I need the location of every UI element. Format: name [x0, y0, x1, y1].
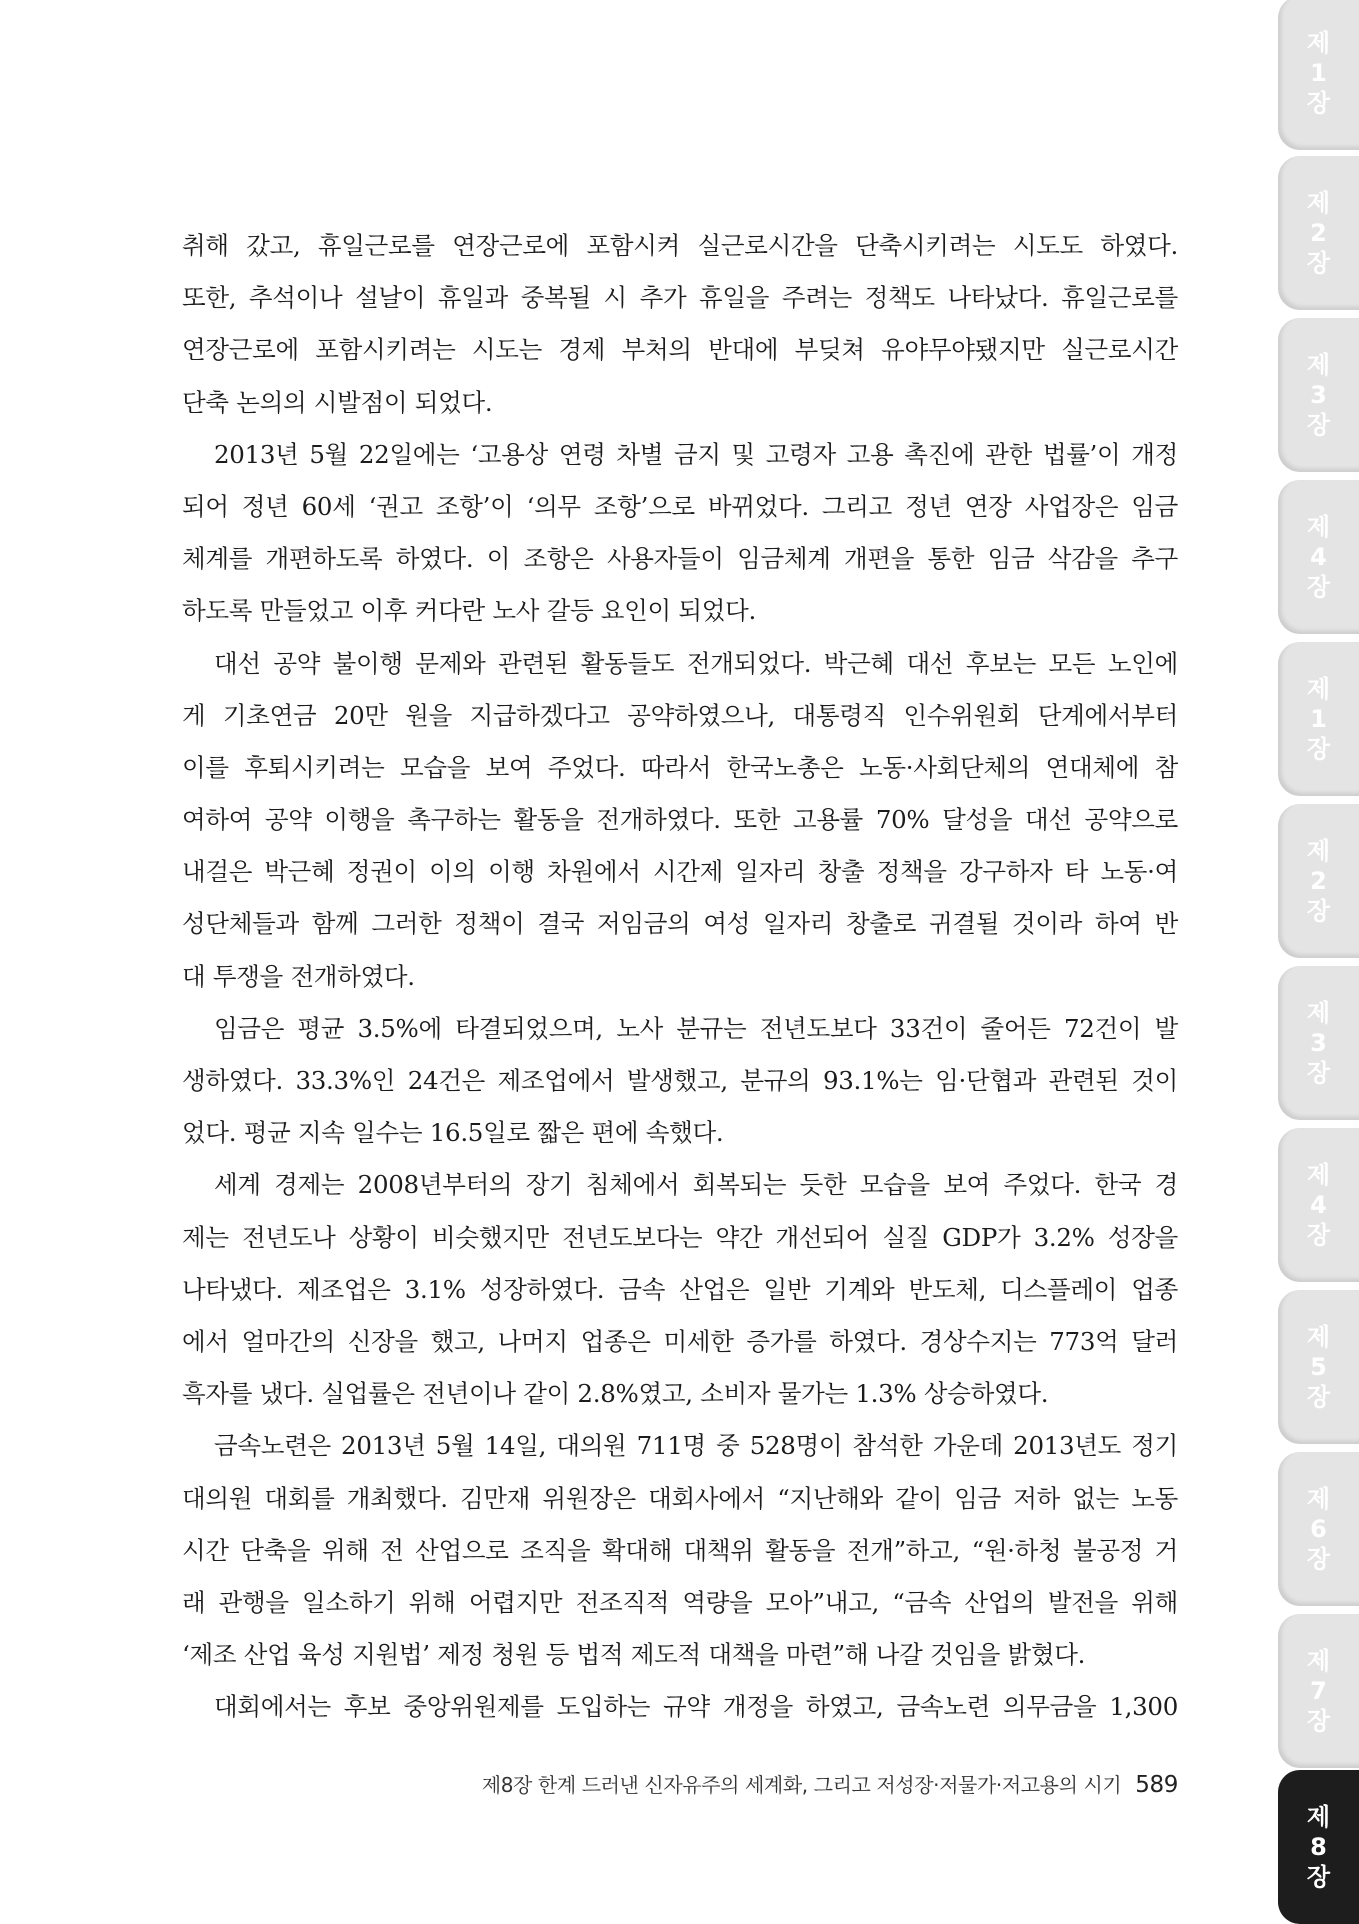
chapter-tab-char: 제: [1306, 1803, 1331, 1831]
text-line: 취해 갔고, 휴일근로를 연장근로에 포함시켜 실근로시간을 단축시키려는 시도도 하였다.: [182, 231, 1178, 260]
chapter-tab[interactable]: [1278, 1452, 1359, 1606]
chapter-tab-char: 제: [1306, 29, 1331, 57]
paragraph: [182, 1681, 1178, 1733]
chapter-tab-char: 4: [1310, 1191, 1327, 1219]
text-line: 대선 공약 불이행 문제와 관련된 활동들도 전개되었다. 박근혜 대선 후보는 모든 노인에: [214, 648, 1178, 678]
chapter-tab-char: 1: [1310, 705, 1327, 733]
text-line: 제는 전년도나 상황이 비슷했지만 전년도보다는 약간 개선되어 실질 GDP가 3.2% 성장을: [182, 1222, 1178, 1252]
chapter-tab-char: 장: [1306, 1863, 1331, 1891]
chapter-tab-char: 4: [1310, 543, 1327, 571]
chapter-tab-char: 제: [1306, 189, 1331, 217]
chapter-tab[interactable]: [1278, 804, 1359, 958]
chapter-tab[interactable]: [1278, 0, 1359, 150]
text-line: 이를 후퇴시키려는 모습을 보여 주었다. 따라서 한국노총은 노동·사회단체의 연대체에 참: [182, 752, 1178, 782]
text-line: 하도록 만들었고 이후 커다란 노사 갈등 요인이 되었다.: [182, 596, 756, 626]
running-footer: [482, 1768, 1178, 1802]
chapter-tab-char: 3: [1310, 1029, 1327, 1057]
chapter-tab-char: 6: [1310, 1515, 1327, 1543]
chapter-tab-char: 1: [1310, 59, 1327, 87]
text-line: 게 기초연금 20만 원을 지급하겠다고 공약하였으나, 대통령직 인수위원회 단계에서부터: [182, 700, 1178, 730]
text-line: 여하여 공약 이행을 촉구하는 활동을 전개하였다. 또한 고용률 70% 달성을 대선 공약으로: [182, 805, 1178, 835]
text-line: 생하였다. 33.3%인 24건은 제조업에서 발생했고, 분규의 93.1%는 임·단협과 관련된 것이: [182, 1066, 1178, 1095]
text-line: ‘제조 산업 육성 지원법’ 제정 청원 등 법적 제도적 대책을 마련”해 나갈 것임을 밝혔다.: [182, 1640, 1086, 1670]
text-line: 나타냈다. 제조업은 3.1% 성장하였다. 금속 산업은 일반 기계와 반도체, 디스플레이 업종: [182, 1274, 1178, 1304]
text-line: 흑자를 냈다. 실업률은 전년이나 같이 2.8%였고, 소비자 물가는 1.3% 상승하였다.: [182, 1379, 1049, 1409]
text-line: 성단체들과 함께 그러한 정책이 결국 저임금의 여성 일자리 창출로 귀결될 것이라 하여 반: [182, 909, 1178, 939]
chapter-tab[interactable]: [1278, 1614, 1359, 1768]
chapter-tab-char: 장: [1306, 897, 1331, 925]
chapter-tab-char: 제: [1306, 1323, 1331, 1351]
text-line: 대회에서는 후보 중앙위원제를 도입하는 규약 개정을 하였고, 금속노련 의무금을 1,300: [214, 1692, 1178, 1722]
chapter-tab-char: 제: [1306, 1161, 1331, 1189]
chapter-tab-char: 7: [1310, 1677, 1327, 1705]
chapter-tab-char: 3: [1310, 381, 1327, 409]
paragraph: [182, 638, 1178, 1003]
chapter-tab[interactable]: [1278, 318, 1359, 472]
chapter-tab-char: 제: [1306, 351, 1331, 379]
chapter-tab-char: 제: [1306, 675, 1331, 703]
text-line: 2013년 5월 22일에는 ‘고용상 연령 차별 금지 및 고령자 고용 촉진에 관한 법률’이 개정: [214, 439, 1178, 469]
text-line: 었다. 평균 지속 일수는 16.5일로 짧은 편에 속했다.: [182, 1118, 724, 1148]
paragraph: [182, 429, 1178, 638]
paragraph: [182, 1159, 1178, 1420]
chapter-tab-char: 제: [1306, 999, 1331, 1027]
text-line: 세계 경제는 2008년부터의 장기 침체에서 회복되는 듯한 모습을 보여 주었다. 한국 경: [214, 1170, 1178, 1200]
text-line: 연장근로에 포함시키려는 시도는 경제 부처의 반대에 부딪쳐 유야무야됐지만 실근로시간: [182, 335, 1178, 365]
chapter-tab-char: 8: [1310, 1833, 1327, 1861]
text-line: 시간 단축을 위해 전 산업으로 조직을 확대해 대책위 활동을 전개”하고, “원·하청 불공정 거: [182, 1535, 1178, 1565]
chapter-tab-char: 장: [1306, 1383, 1331, 1411]
running-title: 제8장 한계 드러낸 신자유주의 세계화, 그리고 저성장·저물가·저고용의 시기: [481, 1773, 1122, 1797]
chapter-tab-char: 장: [1306, 1059, 1331, 1087]
paragraph: [182, 220, 1178, 429]
chapter-tab[interactable]: [1278, 966, 1359, 1120]
text-line: 래 관행을 일소하기 위해 어렵지만 전조직적 역량을 모아”내고, “금속 산업의 발전을 위해: [182, 1587, 1178, 1617]
chapter-tab-char: 2: [1310, 219, 1327, 247]
text-line: 또한, 추석이나 설날이 휴일과 중복될 시 추가 휴일을 주려는 정책도 나타났다. 휴일근로를: [182, 283, 1178, 313]
text-line: 대의원 대회를 개최했다. 김만재 위원장은 대회사에서 “지난해와 같이 임금 저하 없는 노동: [182, 1483, 1178, 1513]
chapter-tab[interactable]: [1278, 1290, 1359, 1444]
chapter-tab[interactable]: [1278, 156, 1359, 310]
chapter-tab-char: 장: [1306, 735, 1331, 763]
text-line: 단축 논의의 시발점이 되었다.: [182, 387, 493, 417]
chapter-tab-char: 장: [1306, 1221, 1331, 1249]
page-number: 589: [1135, 1772, 1178, 1798]
chapter-tab[interactable]: [1278, 1128, 1359, 1282]
text-line: 대 투쟁을 전개하였다.: [182, 961, 415, 991]
text-line: 내걸은 박근혜 정권이 이의 이행 차원에서 시간제 일자리 창출 정책을 강구하자 타 노동·여: [182, 857, 1178, 887]
chapter-tab-char: 제: [1306, 837, 1331, 865]
chapter-tab-char: 제: [1306, 513, 1331, 541]
chapter-tab-char: 장: [1306, 1545, 1331, 1573]
chapter-tab-char: 제: [1306, 1647, 1331, 1675]
text-line: 금속노련은 2013년 5월 14일, 대의원 711명 중 528명이 참석한 가운데 2013년도 정기: [214, 1431, 1178, 1461]
chapter-tabs: [1278, 0, 1359, 1920]
chapter-tab-char: 장: [1306, 411, 1331, 439]
text-line: 에서 얼마간의 신장을 했고, 나머지 업종은 미세한 증가를 하였다. 경상수지는 773억 달러: [182, 1326, 1178, 1356]
chapter-tab[interactable]: [1278, 1770, 1359, 1924]
text-line: 체계를 개편하도록 하였다. 이 조항은 사용자들이 임금체계 개편을 통한 임금 삭감을 추구: [182, 544, 1178, 574]
chapter-tab-char: 제: [1306, 1485, 1331, 1513]
text-line: 되어 정년 60세 ‘권고 조항’이 ‘의무 조항’으로 바뀌었다. 그리고 정년 연장 사업장은 임금: [182, 491, 1178, 521]
chapter-tab-char: 5: [1310, 1353, 1327, 1381]
text-line: 임금은 평균 3.5%에 타결되었으며, 노사 분규는 전년도보다 33건이 줄어든 72건이 발: [214, 1013, 1178, 1043]
chapter-tab[interactable]: [1278, 642, 1359, 796]
chapter-tab-char: 장: [1306, 1707, 1331, 1735]
chapter-tab-char: 장: [1306, 573, 1331, 601]
paragraph: [182, 1003, 1178, 1160]
chapter-tab[interactable]: [1278, 480, 1359, 634]
chapter-tab-char: 2: [1310, 867, 1327, 895]
chapter-tab-char: 장: [1306, 89, 1331, 117]
chapter-tab-char: 장: [1306, 249, 1331, 277]
paragraph: [182, 1420, 1178, 1681]
body-text: [182, 220, 1178, 1733]
